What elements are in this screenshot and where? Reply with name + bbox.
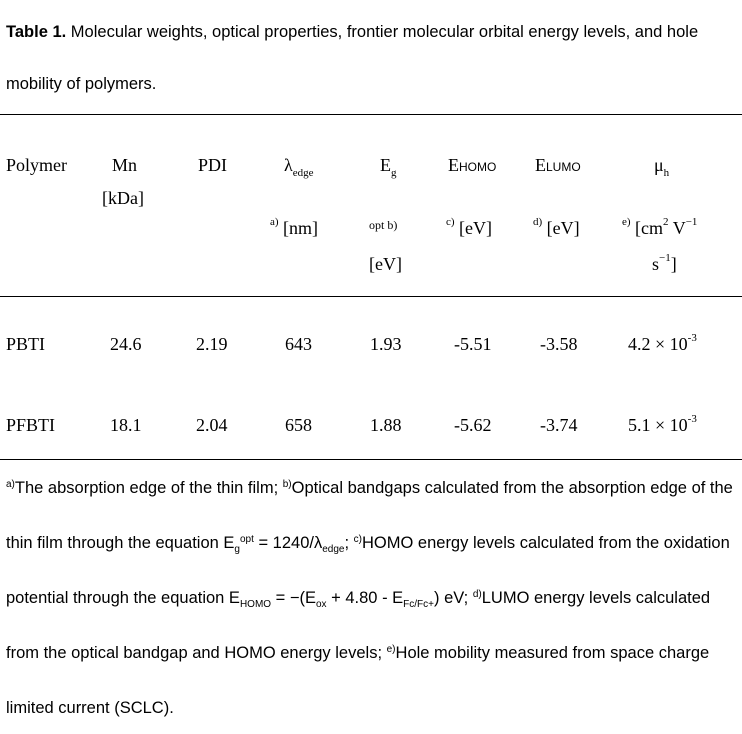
footnote-b-text: Optical bandgaps calculated from the absorption edge of the thin film through the equation E (6, 479, 733, 552)
lambda-subscript: edge (292, 167, 314, 179)
caption-label: Table 1. (6, 23, 67, 41)
footnote-b-eq-sub2: edge (322, 544, 345, 555)
table-footnotes (6, 462, 741, 734)
mu-unit-b: V (668, 218, 686, 238)
header-eg-note: opt b) (369, 218, 398, 232)
footnote-c-mid2: + 4.80 - E (326, 589, 404, 607)
row-2-mn: 18.1 (110, 415, 142, 435)
row-2-lambda: 658 (285, 415, 312, 435)
mu-note: e) (622, 216, 631, 228)
caption-text: Molecular weights, optical properties, frontier molecular orbital energy levels, and hole mobility of polymers. (6, 23, 699, 93)
header-mu-unit (622, 218, 697, 239)
row-1-polymer: PBTI (6, 334, 46, 354)
mu-unit-d: ] (670, 254, 677, 274)
row-2-eg: 1.88 (370, 415, 402, 435)
footnote-a-text: The absorption edge of the thin film; (14, 479, 283, 497)
mu-unit-sup3: −1 (659, 252, 671, 264)
row-1-mn: 24.6 (110, 334, 142, 354)
footnote-c-mark: c) (353, 534, 362, 545)
lambda-unit: [nm] (283, 218, 319, 238)
table-top-rule (0, 114, 742, 115)
row-2-polymer: PFBTI (6, 415, 56, 435)
row-2-mu-base: 5.1 × 10 (628, 415, 688, 435)
row-1-ehomo: -5.51 (454, 334, 492, 354)
mu-unit-c: s (652, 254, 660, 274)
eg-symbol: E (380, 155, 391, 175)
footnote-d-text: LUMO energy levels calculated from the optical bandgap and HOMO energy levels; (6, 589, 711, 662)
header-mn: Mn (112, 155, 138, 175)
header-mu-unit-line2 (652, 254, 677, 275)
table-bottom-rule (0, 459, 742, 460)
row-1-mu-base: 4.2 × 10 (628, 334, 688, 354)
footnote-c-text: HOMO energy levels calculated from the oxidation potential through the equation E (6, 534, 730, 607)
table-header-rule (0, 296, 742, 297)
elumo-note: d) (533, 216, 543, 228)
footnote-c-mid: = −(E (271, 589, 316, 607)
footnote-a-mark: a) (6, 479, 15, 490)
row-1-lambda: 643 (285, 334, 312, 354)
row-2-mu-exp: -3 (687, 413, 697, 425)
elumo-unit: [eV] (546, 218, 580, 238)
footnote-e-text: Hole mobility measured from space charge limited current (SCLC). (6, 644, 710, 717)
footnote-b-eq-mid: = 1240/λ (253, 534, 323, 552)
header-mu (654, 155, 670, 179)
eg-subscript: g (391, 167, 397, 179)
ehomo-symbol: E (448, 155, 459, 175)
header-mn-unit: [kDa] (102, 188, 144, 208)
header-ehomo-unit (446, 218, 492, 239)
mu-subscript: h (663, 167, 670, 179)
footnote-c-sub3: Fc/Fc+ (403, 599, 434, 610)
row-1-mu-exp: -3 (687, 332, 697, 344)
row-1-eg: 1.93 (370, 334, 402, 354)
mu-unit-a: [cm (635, 218, 664, 238)
header-lambda (284, 155, 314, 179)
ehomo-unit: [eV] (459, 218, 493, 238)
lambda-symbol: λ (284, 155, 293, 175)
header-polymer: Polymer (6, 155, 67, 175)
header-lambda-unit (270, 218, 318, 239)
mu-unit-sup2: −1 (685, 216, 698, 228)
footnote-b-eq-end: ; (344, 534, 354, 552)
ehomo-note: c) (446, 216, 455, 228)
row-2-mu (628, 415, 697, 436)
footnote-c-sub2: ox (316, 599, 327, 610)
row-1-elumo: -3.58 (540, 334, 578, 354)
footnote-b-mark: b) (282, 479, 292, 490)
footnote-b-eq-sup: opt (239, 534, 254, 545)
header-elumo (535, 155, 581, 176)
header-pdi: PDI (198, 155, 228, 175)
header-ehomo (448, 155, 496, 176)
elumo-symbol: E (535, 155, 546, 175)
mu-symbol: μ (654, 155, 664, 175)
mu-unit-sup1: 2 (663, 216, 669, 228)
footnote-d-mark: d) (472, 589, 482, 600)
header-elumo-unit (533, 218, 580, 239)
footnote-e-mark: e) (386, 644, 396, 655)
row-2-ehomo: -5.62 (454, 415, 492, 435)
lambda-note: a) (270, 216, 279, 228)
footnote-c-end: ) eV; (434, 589, 473, 607)
row-1-mu (628, 334, 697, 355)
elumo-subscript: LUMO (546, 160, 581, 174)
table-caption (6, 6, 738, 110)
row-2-elumo: -3.74 (540, 415, 578, 435)
footnote-c-sub1: HOMO (239, 599, 272, 610)
ehomo-subscript: HOMO (459, 160, 497, 174)
header-eg-unit: [eV] (369, 254, 402, 274)
footnote-b-eq-sub: g (234, 544, 240, 555)
header-eg (380, 155, 397, 179)
row-2-pdi: 2.04 (196, 415, 228, 435)
row-1-pdi: 2.19 (196, 334, 228, 354)
